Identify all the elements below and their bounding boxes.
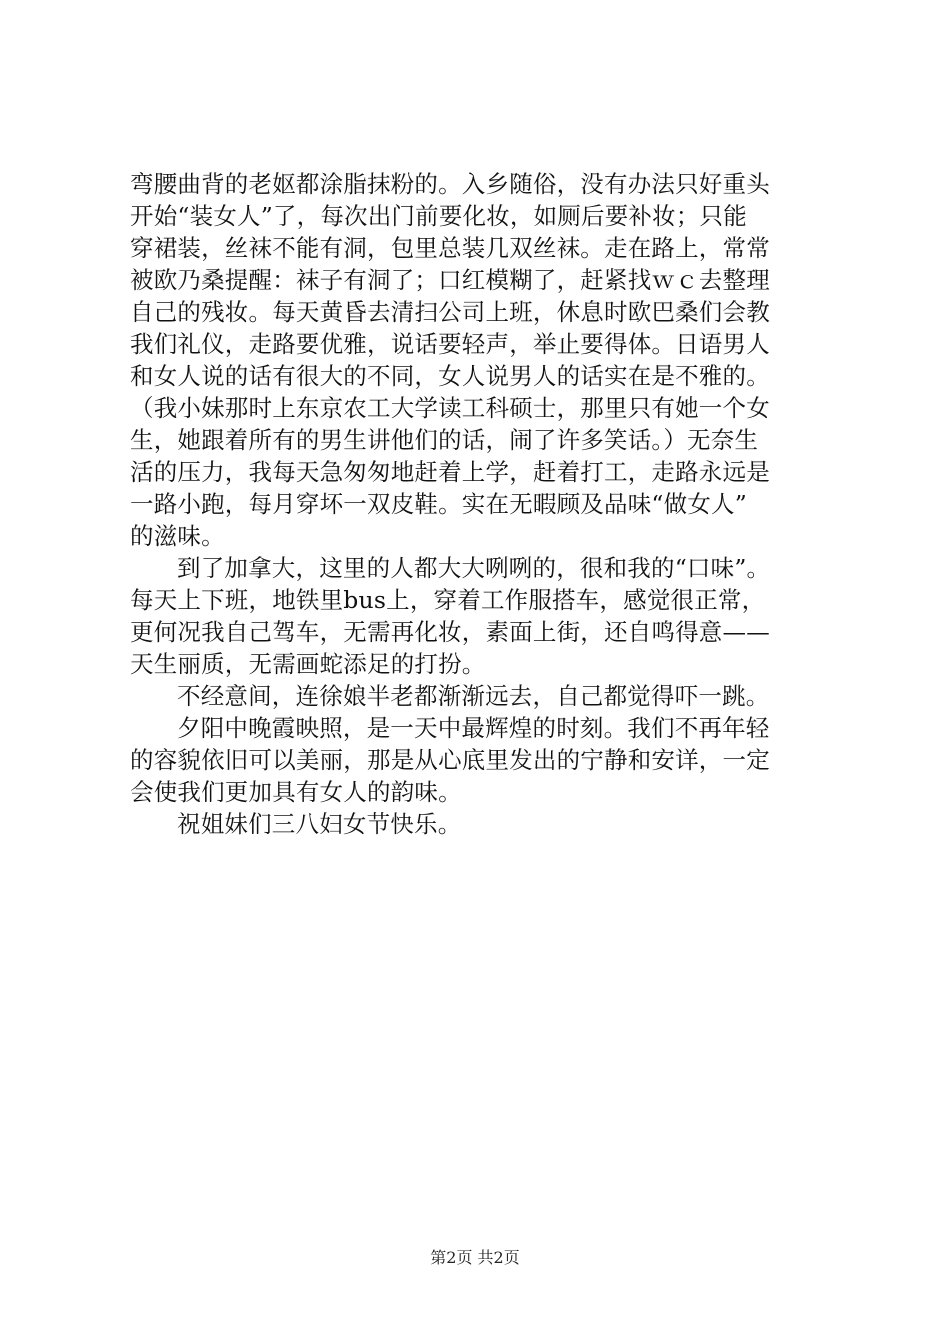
text-line: 的容貌依旧可以美丽，那是从心底里发出的宁静和安详，一定 [130,746,770,774]
text-line: 不经意间，连徐娘半老都渐渐远去，自己都觉得吓一跳。 [177,682,770,710]
text-line: 穿裙装，丝袜不能有洞，包里总装几双丝袜。走在路上，常常 [130,234,770,262]
text-line: 我们礼仪，走路要优雅，说话要轻声，举止要得体。日语男人 [130,330,770,358]
text-line: 弯腰曲背的老妪都涂脂抹粉的。入乡随俗，没有办法只好重头 [130,170,770,198]
text-line: 被欧乃桑提醒：袜子有洞了；口红模糊了，赶紧找ｗｃ去整理 [130,266,770,294]
text-line: 到了加拿大，这里的人都大大咧咧的，很和我的“口味”。 [177,554,771,582]
text-line: 夕阳中晚霞映照，是一天中最辉煌的时刻。我们不再年轻 [177,714,770,742]
text-line: 开始“装女人”了，每次出门前要化妆，如厕后要补妆；只能 [130,202,747,230]
text-line: 和女人说的话有很大的不同，女人说男人的话实在是不雅的。 [130,362,770,390]
text-line: 生，她跟着所有的男生讲他们的话，闹了许多笑话。）无奈生 [130,426,759,454]
document-body [130,168,842,840]
text-line: 一路小跑，每月穿坏一双皮鞋。实在无暇顾及品味“做女人” [130,490,747,518]
text-line: 更何况我自己驾车，无需再化妆，素面上街，还自鸣得意—— [130,618,770,646]
text-line: 的滋味。 [130,522,225,550]
text-line: 每天上下班，地铁里bus上，穿着工作服搭车，感觉很正常， [130,586,766,614]
text-line: 天生丽质，无需画蛇添足的打扮。 [130,650,486,678]
text-line: 活的压力，我每天急匆匆地赶着上学，赶着打工，走路永远是 [130,458,770,486]
text-line: 祝姐妹们三八妇女节快乐。 [177,810,462,838]
text-line: （我小妹那时上东京农工大学读工科硕士，那里只有她一个女 [130,394,770,422]
text-line: 会使我们更加具有女人的韵味。 [130,778,462,806]
text-line: 自己的残妆。每天黄昏去清扫公司上班，休息时欧巴桑们会教 [130,298,770,326]
page-footer: 第2页 共2页 [430,1248,520,1267]
